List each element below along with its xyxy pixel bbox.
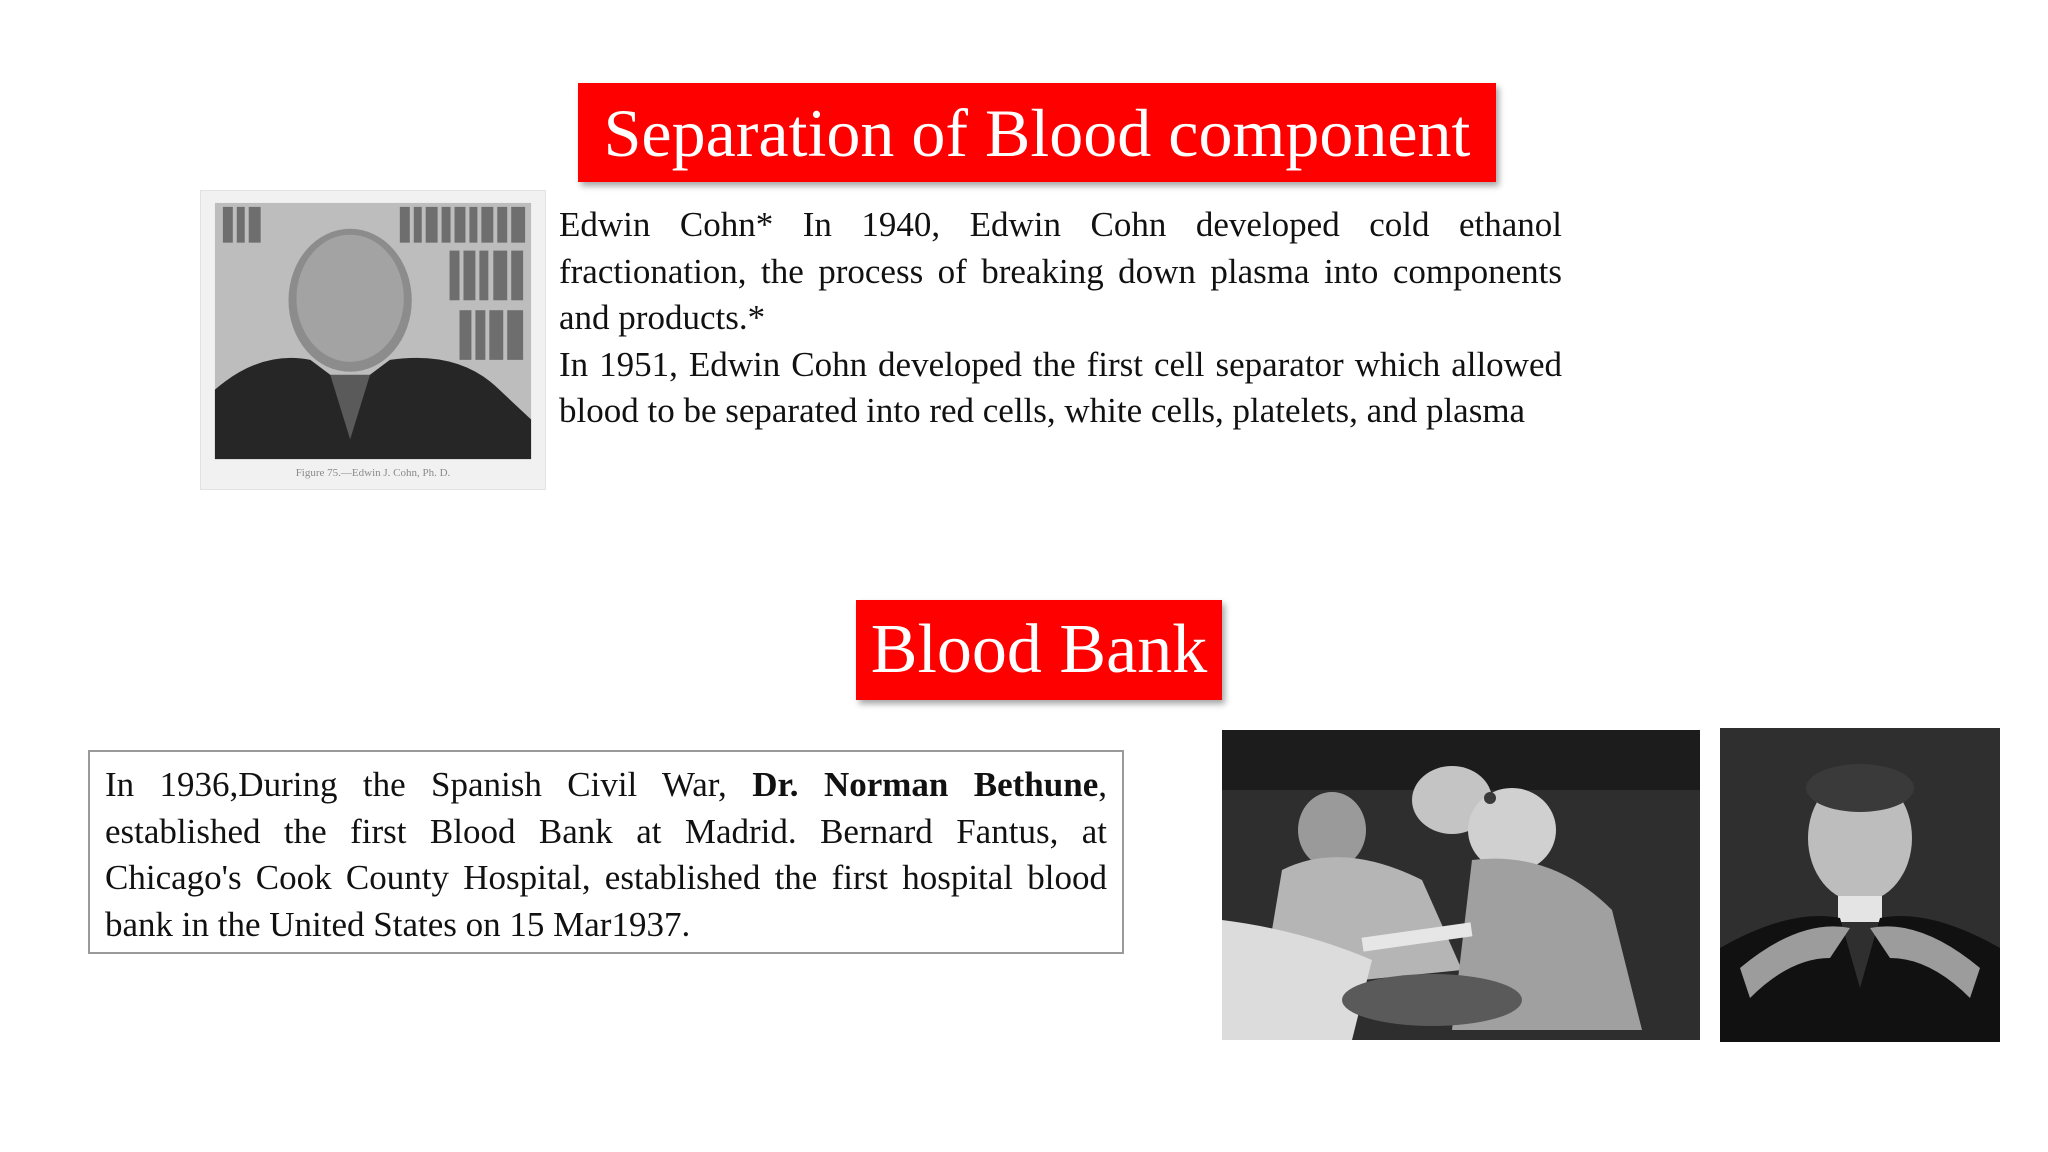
- section-title-separation-text: Separation of Blood component: [603, 94, 1471, 171]
- section-title-blood-bank: [856, 600, 1222, 700]
- edwin-cohn-photo: [200, 190, 546, 490]
- cohn-paragraph-1951: In 1951, Edwin Cohn developed the first cell separator which allowed blood to be separated into red cells, white cells, platelets, and plasma: [559, 344, 1562, 430]
- blood-bank-text-box: [88, 750, 1124, 954]
- norman-bethune-name: Dr. Norman Bethune: [752, 765, 1099, 804]
- bethune-transfusion-photo: [1222, 730, 1700, 1040]
- fantus-portrait-image: [1720, 728, 2000, 1042]
- edwin-cohn-portrait-image: [201, 191, 545, 489]
- bernard-fantus-photo: [1720, 728, 2000, 1042]
- cohn-paragraph-1940: Edwin Cohn* In 1940, Edwin Cohn developed cold ethanol fractionation, the process of breaking down plasma into components and products.*: [559, 205, 1562, 337]
- blood-bank-text-end: , established the first Blood Bank at Madrid. Bernard Fantus, at Chicago's Cook County Hospital, established the first hospital blood bank in the United States on 15 Mar1937.: [105, 765, 1107, 944]
- transfusion-scene-image: [1222, 730, 1700, 1040]
- section-title-separation: [578, 83, 1496, 182]
- cohn-description: [559, 202, 1562, 435]
- blood-bank-text-start: In 1936,During the Spanish Civil War,: [105, 765, 753, 804]
- section-title-blood-bank-text: Blood Bank: [870, 611, 1208, 688]
- edwin-cohn-photo-caption: Figure 75.—Edwin J. Cohn, Ph. D.: [295, 467, 451, 479]
- blood-bank-paragraph: [105, 762, 1107, 948]
